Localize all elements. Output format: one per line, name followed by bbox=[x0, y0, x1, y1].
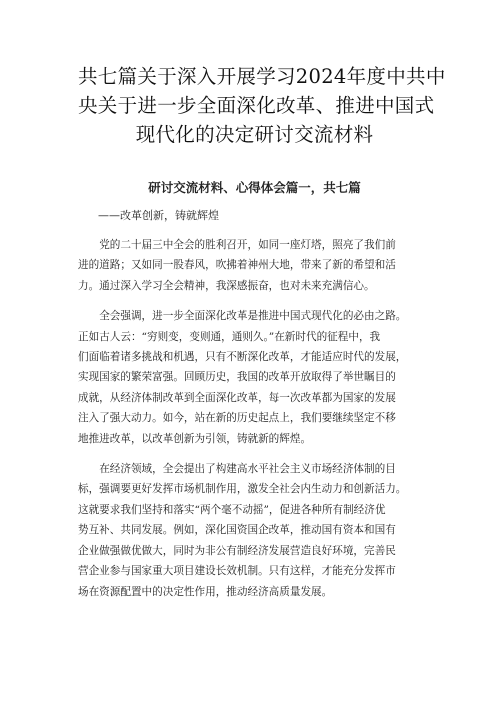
paragraph-line: 营企业参与国家重大项目建设长效机制。只有这样，才能充分发挥市 bbox=[78, 565, 396, 578]
subtitle: ——改革创新，铸就辉煌 bbox=[98, 209, 219, 222]
title-line: 央关于进一步全面深化改革、推进中国式 bbox=[78, 94, 435, 117]
paragraph-line: 企业做强做优做大，同时为非公有制经济发展营造良好环境，完善民 bbox=[78, 544, 396, 557]
paragraph-line: 进的道路；又如同一股春风，吹拂着神州大地，带来了新的希望和活 bbox=[78, 259, 396, 272]
paragraph-line: 正如古人云：“穷则变，变则通，通则久。”在新时代的征程中，我 bbox=[78, 330, 381, 343]
paragraph-line: 们面临着诸多挑战和机遇，只有不断深化改革，才能适应时代的发展， bbox=[78, 351, 407, 364]
paragraph-line: 实现国家的繁荣富强。回顾历史，我国的改革开放取得了举世瞩目的 bbox=[78, 371, 396, 384]
paragraph-line: 成就，从经济体制改革到全面深化改革，每一次改革都为国家的发展 bbox=[78, 391, 396, 404]
paragraph-2 bbox=[78, 306, 431, 449]
paragraph-line: 党的二十届三中全会的胜利召开，如同一座灯塔，照亮了我们前 bbox=[99, 239, 396, 251]
paragraph-line: 势互补、共同发展。例如，深化国资国企改革，推动国有资本和国有 bbox=[78, 524, 396, 537]
paragraph-line: 注入了强大动力。如今，站在新的历史起点上，我们要继续坚定不移 bbox=[78, 412, 396, 425]
paragraph-line: 场在资源配置中的决定性作用，推动经济高质量发展。 bbox=[78, 585, 333, 598]
paragraph-line: 标，强调要更好发挥市场机制作用，激发全社会内生动力和创新活力。 bbox=[78, 483, 407, 496]
title-line: 现代化的决定研讨交流材料 bbox=[135, 123, 374, 146]
paragraph-3 bbox=[78, 459, 431, 602]
document-title bbox=[78, 0, 446, 149]
section-title: 研讨交流材料、心得体会篇一，共七篇 bbox=[148, 180, 361, 195]
paragraph-line: 力。通过深入学习全会精神，我深感振奋，也对未来充满信心。 bbox=[78, 279, 375, 292]
paragraph-line: 这就要求我们坚持和落实“两个毫不动摇”，促进各种所有制经济优 bbox=[78, 503, 386, 516]
paragraph-line: 地推进改革，以改革创新为引领，铸就新的辉煌。 bbox=[78, 432, 312, 445]
paragraph-line: 在经济领域，全会提出了构建高水平社会主义市场经济体制的目 bbox=[99, 463, 396, 476]
paragraph-line: 全会强调，进一步全面深化改革是推进中国式现代化的必由之路。 bbox=[99, 310, 407, 323]
title-line: 共七篇关于深入开展学习2024年度中共中 bbox=[78, 65, 446, 88]
paragraph-1 bbox=[78, 235, 431, 296]
